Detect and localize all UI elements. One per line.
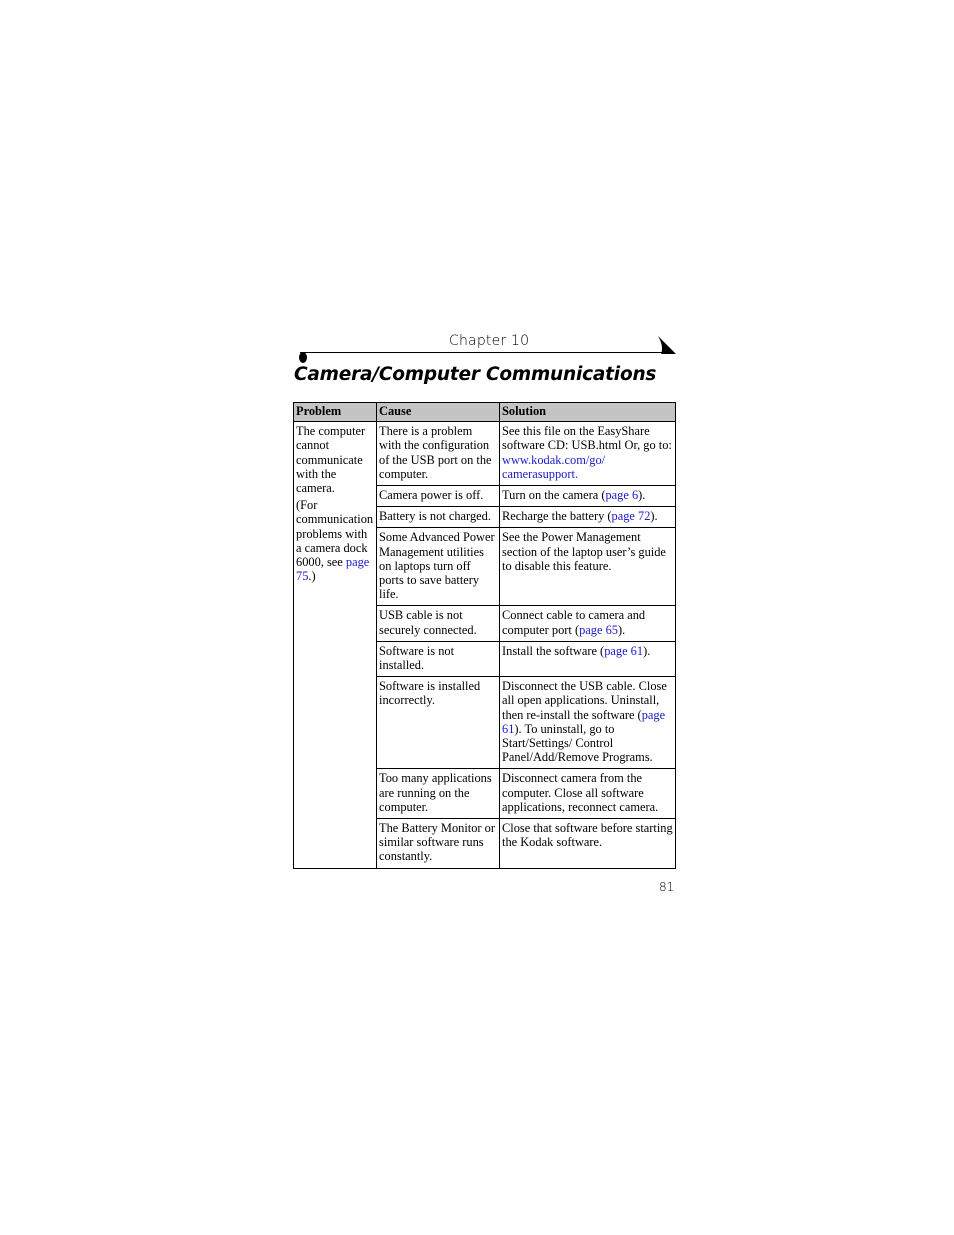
solution-cell: Close that software before starting the Kodak software. (500, 819, 676, 869)
rule-arrow-icon (656, 334, 678, 356)
solution-cell: Turn on the camera (page 6). (500, 486, 676, 507)
page-61-link[interactable]: page 61 (502, 707, 666, 736)
rule-dot-ornament (299, 352, 307, 363)
column-header-problem: Problem (294, 403, 377, 422)
cause-cell: Software is not installed. (377, 641, 500, 676)
page-65-link[interactable]: page 65 (579, 622, 618, 637)
chapter-rule (300, 352, 662, 353)
troubleshooting-table (293, 402, 676, 869)
cause-cell: Battery is not charged. (377, 507, 500, 528)
cause-cell: Some Advanced Power Management utilities on laptops turn off ports to save battery life. (377, 528, 500, 606)
section-title: Camera/Computer Communications (294, 364, 657, 385)
solution-cell: Connect cable to camera and computer port (page 65). (500, 606, 676, 641)
chapter-label: Chapter 10 (449, 333, 530, 349)
solution-cell: See this file on the EasyShare software CD: USB.html Or, go to: www.kodak.com/go/ camerasupport. (500, 422, 676, 486)
cause-cell: Camera power is off. (377, 486, 500, 507)
cause-cell: USB cable is not securely connected. (377, 606, 500, 641)
kodak-support-link[interactable]: www.kodak.com/go/ camerasupport (502, 452, 606, 481)
column-header-solution: Solution (500, 403, 676, 422)
solution-cell: Install the software (page 61). (500, 641, 676, 676)
solution-cell: Recharge the battery (page 72). (500, 507, 676, 528)
cause-cell: There is a problem with the configuration of the USB port on the computer. (377, 422, 500, 486)
solution-cell: See the Power Management section of the laptop user’s guide to disable this feature. (500, 528, 676, 606)
cause-cell: Software is installed incorrectly. (377, 677, 500, 769)
page-6-link[interactable]: page 6 (605, 488, 639, 503)
solution-cell: Disconnect camera from the computer. Close all software applications, reconnect camera. (500, 769, 676, 819)
page-61-link[interactable]: page 61 (604, 643, 644, 658)
cause-cell: Too many applications are running on the computer. (377, 769, 500, 819)
problem-cell (294, 422, 377, 868)
problem-text: The computer cannot communicate with the camera. (296, 424, 366, 496)
table-row (294, 422, 676, 486)
column-header-cause: Cause (377, 403, 500, 422)
problem-note: (For communication problems with a camera dock 6000, see page 75.) (296, 498, 374, 584)
cause-cell: The Battery Monitor or similar software runs constantly. (377, 819, 500, 869)
page-number: 81 (659, 880, 675, 894)
table-header-row (294, 403, 676, 422)
page-75-link[interactable]: page 75 (296, 555, 370, 584)
page-72-link[interactable]: page 72 (611, 509, 651, 524)
solution-cell: Disconnect the USB cable. Close all open applications. Uninstall, then re-install the software (page 61). To uninstall, go to Start/Settings/ Control Panel/Add/Remove Programs. (500, 677, 676, 769)
